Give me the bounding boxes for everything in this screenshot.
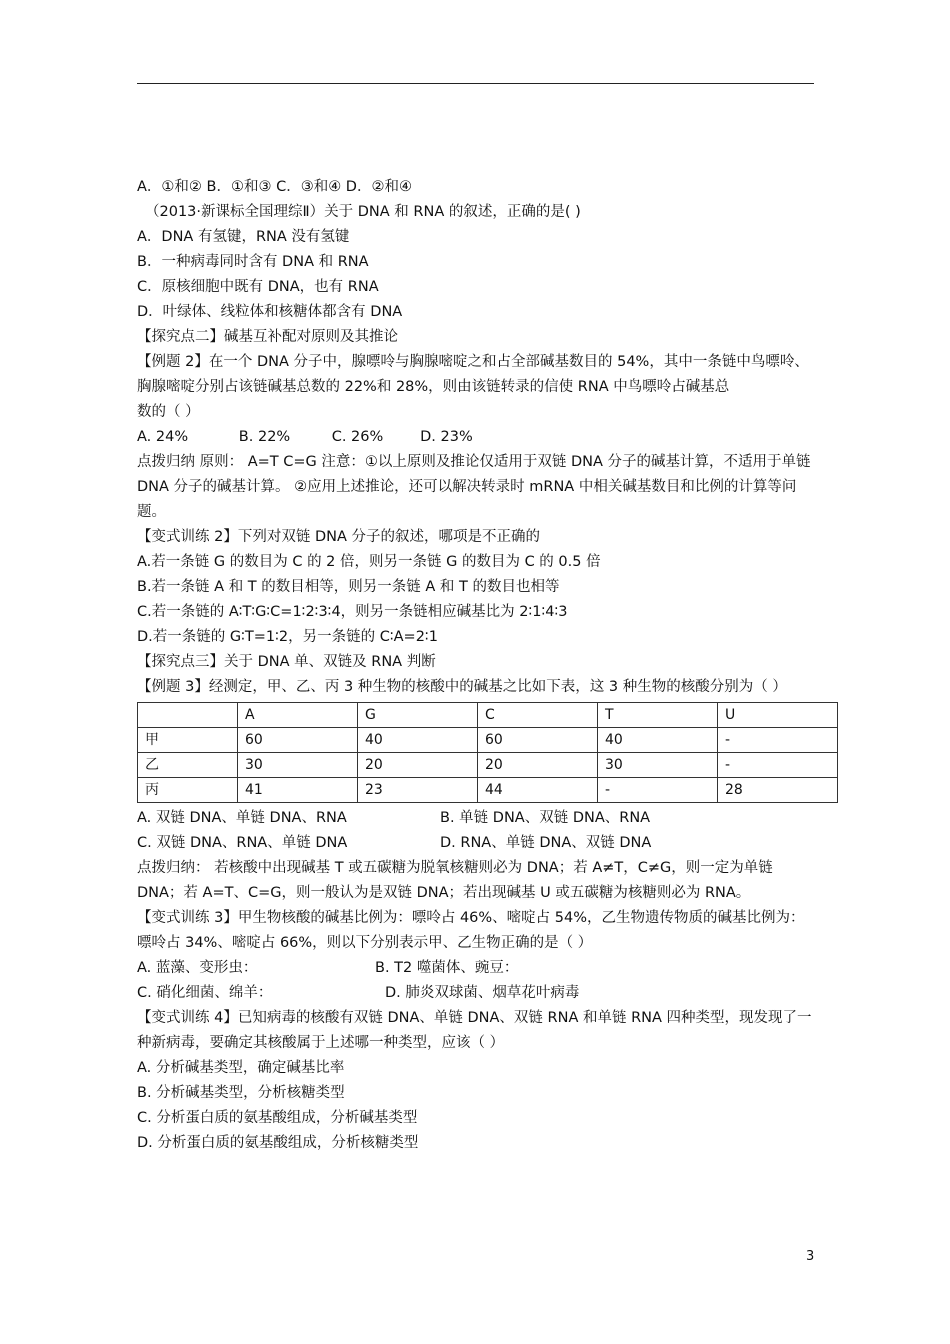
section3-title: 【探究点三】关于 DNA 单、双链及 RNA 判断 [137, 654, 436, 670]
table-cell: 41 [238, 778, 358, 803]
prev-question-options: A．①和② B．①和③ C．③和④ D．②和④ [137, 179, 412, 195]
table-row [138, 753, 838, 778]
table-cell: 20 [358, 753, 478, 778]
example3-option-a: A. 双链 DNA、单链 DNA、RNA [137, 810, 347, 826]
table-cell: C [478, 703, 598, 728]
variant3-options-row2 [137, 981, 817, 1006]
table-cell: 23 [358, 778, 478, 803]
option-d: D．叶绿体、线粒体和核糖体都含有 DNA [137, 304, 403, 320]
table-cell: 60 [478, 728, 598, 753]
section2-title: 【探究点二】碱基互补配对原则及其推论 [137, 329, 398, 345]
table-cell: 30 [598, 753, 718, 778]
table-cell: 28 [718, 778, 838, 803]
example3-options-row2 [137, 831, 817, 856]
example2-options: A. 24% B. 22% C. 26% D. 23% [137, 429, 473, 445]
table-cell: G [358, 703, 478, 728]
example3-stem: 【例题 3】经测定，甲、乙、丙 3 种生物的核酸中的碱基之比如下表，这 3 种生物的核酸分别为（ ） [137, 679, 787, 695]
example2-stem: 【例题 2】在一个 DNA 分子中，腺嘌呤与胸腺嘧啶之和占全部碱基数目的 54%，其中一条链中鸟嘌呤、胸腺嘧啶分别占该链碱基总数的 22%和 28%，则由该链转录的信使 RNA 中鸟嘌呤占碱基总 [137, 354, 809, 395]
example3-option-b: B. 单链 DNA、双链 DNA、RNA [440, 810, 651, 826]
table-cell: - [718, 728, 838, 753]
base-ratio-table [137, 702, 838, 803]
page-number: 3 [806, 1249, 815, 1264]
table-cell: 44 [478, 778, 598, 803]
variant3-option-a: A. 蓝藻、变形虫： [137, 960, 258, 976]
variant4-option-b: B. 分析碱基类型，分析核糖类型 [137, 1085, 345, 1101]
table-row [138, 728, 838, 753]
table-cell: 乙 [138, 753, 238, 778]
variant3-options-row1 [137, 956, 817, 981]
question-2013-stem: （2013·新课标全国理综Ⅱ）关于 DNA 和 RNA 的叙述，正确的是( ) [145, 204, 581, 220]
table-row [138, 778, 838, 803]
variant4-option-d: D. 分析蛋白质的氨基酸组成，分析核糖类型 [137, 1135, 419, 1151]
variant4-option-a: A. 分析碱基类型，确定碱基比率 [137, 1060, 345, 1076]
example3-option-d: D. RNA、单链 DNA、双链 DNA [440, 835, 652, 851]
header-rule [137, 83, 814, 84]
section2-tip: 点拨归纳 原则： A=T C=G 注意：①以上原则及推论仅适用于双链 DNA 分子的碱基计算，不适用于单链 DNA 分子的碱基计算。 ②应用上述推论，还可以解决转录时 mRNA 中相关碱基数目和比例的计算等问题。 [137, 454, 811, 520]
page-content [137, 175, 817, 1156]
example3-options-row1 [137, 806, 817, 831]
variant4-stem: 【变式训练 4】已知病毒的核酸有双链 DNA、单链 DNA、双链 RNA 和单链 RNA 四种类型，现发现了一种新病毒，要确定其核酸属于上述哪一种类型，应该（ ） [137, 1010, 812, 1051]
option-b: B．一种病毒同时含有 DNA 和 RNA [137, 254, 369, 270]
table-cell: 甲 [138, 728, 238, 753]
table-cell: 30 [238, 753, 358, 778]
variant3-option-c: C. 硝化细菌、绵羊： [137, 985, 273, 1001]
variant3-stem: 【变式训练 3】甲生物核酸的碱基比例为：嘌呤占 46%、嘧啶占 54%，乙生物遗传物质的碱基比例为：嘌呤占 34%、嘧啶占 66%，则以下分别表示甲、乙生物正确的是（ ） [137, 910, 805, 951]
table-cell: - [718, 753, 838, 778]
variant2-option-d: D.若一条链的 G∶T=1∶2，另一条链的 C∶A=2∶1 [137, 629, 438, 645]
variant2-option-c: C.若一条链的 A∶T∶G∶C=1∶2∶3∶4，则另一条链相应碱基比为 2∶1∶4∶3 [137, 604, 568, 620]
section3-tip: 点拨归纳： 若核酸中出现碱基 T 或五碳糖为脱氧核糖则必为 DNA；若 A≠T，C≠G，则一定为单链 DNA；若 A=T、C=G，则一般认为是双链 DNA；若出现碱基 U 或五碳糖为核糖则必为 RNA。 [137, 860, 773, 901]
variant4-option-c: C. 分析蛋白质的氨基酸组成，分析碱基类型 [137, 1110, 418, 1126]
variant2-stem: 【变式训练 2】下列对双链 DNA 分子的叙述，哪项是不正确的 [137, 529, 540, 545]
table-cell: 40 [358, 728, 478, 753]
variant3-option-d: D. 肺炎双球菌、烟草花叶病毒 [385, 985, 580, 1001]
table-cell [138, 703, 238, 728]
table-cell: 40 [598, 728, 718, 753]
example2-stem-cont: 数的（ ） [137, 404, 200, 420]
table-cell: A [238, 703, 358, 728]
table-cell: 60 [238, 728, 358, 753]
variant3-option-b: B. T2 噬菌体、豌豆： [375, 960, 519, 976]
example3-option-c: C. 双链 DNA、RNA、单链 DNA [137, 835, 348, 851]
table-cell: U [718, 703, 838, 728]
option-a: A．DNA 有氢键，RNA 没有氢键 [137, 229, 350, 245]
table-cell: T [598, 703, 718, 728]
table-cell: - [598, 778, 718, 803]
variant2-option-a: A.若一条链 G 的数目为 C 的 2 倍，则另一条链 G 的数目为 C 的 0.5 倍 [137, 554, 601, 570]
variant2-option-b: B.若一条链 A 和 T 的数目相等，则另一条链 A 和 T 的数目也相等 [137, 579, 560, 595]
table-cell: 丙 [138, 778, 238, 803]
table-cell: 20 [478, 753, 598, 778]
option-c: C．原核细胞中既有 DNA，也有 RNA [137, 279, 379, 295]
table-header-row [138, 703, 838, 728]
